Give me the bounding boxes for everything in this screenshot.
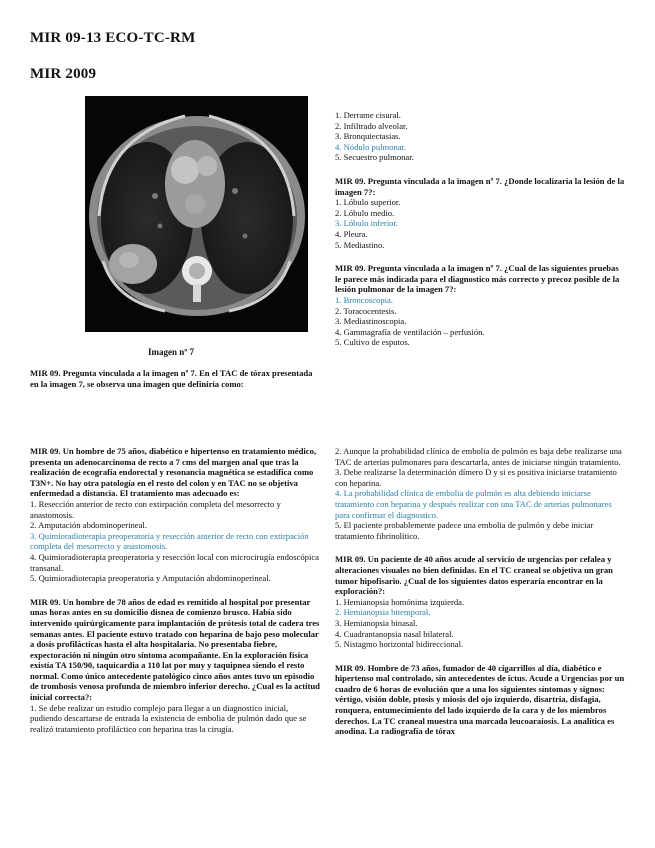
question-stem: MIR 09. Hombre de 73 años, fumador de 40 cigarrillos al día, diabético e hipertenso mal controlado, sin antecedentes de ictus. Acude a Urgencias por un cuadro de 6 horas de evolución que a una los siguientes síntomas y signos: vértigo, visión doble, ptosis y miosis del ojo izquierdo, disartria, disfagia, ronquera, entumecimiento del lado izquierdo de la cara y de los miembros derechos. La TC craneal muestra una marcada leucoaraiosis. La analítica es anodina. La radiografía de tórax bbox=[335, 662, 625, 737]
option-correct: 3. Lóbulo inferior. bbox=[335, 218, 399, 229]
question-stem: MIR 09. Un paciente de 40 años acude al servicio de urgencias por cefalea y alteraciones visuales no bien definidas. En el TC craneal se objetiva un gran tumor hipofisario. ¿Cual de los siguientes datos esperaría encontrar en la exploración?: bbox=[335, 554, 613, 597]
option: 5. Quimioradioterapia preoperatoria y Amputación abdominoperineal. bbox=[30, 573, 271, 584]
option-correct: 4. Nódulo pulmonar. bbox=[335, 141, 407, 152]
right-column-top bbox=[335, 110, 625, 348]
option: 1. Resección anterior de recto con extirpación completa del mesorrecto y anastomosis. bbox=[30, 498, 281, 520]
option: 3. Hemianopsia binasal. bbox=[335, 617, 418, 628]
option-correct: 2. Hemianopsia bitemporal. bbox=[335, 607, 431, 618]
right-column-bottom bbox=[335, 446, 627, 737]
image-caption: Imagen nº 7 bbox=[148, 347, 194, 357]
ct-scan-drawing bbox=[85, 96, 308, 332]
option: 2. Infiltrado alveolar. bbox=[335, 120, 408, 131]
option: 2. Toracocentesis. bbox=[335, 305, 397, 316]
page-header-subtitle: MIR 2009 bbox=[30, 66, 97, 82]
option: 5. Cultivo de esputos. bbox=[335, 337, 410, 348]
option-correct: 4. La probabilidad clínica de embolia de pulmón es alta debiendo iniciarse tratamiento con heparina y después realizar con una TAC de arterias pulmonares para confirmar el diagnostico. bbox=[335, 488, 612, 520]
question-stem: MIR 09. Pregunta vinculada a la imagen nº 7. ¿Donde localizaría la lesión de la imagen 7?: bbox=[335, 175, 625, 197]
option: 5. El paciente probablemente padece una embolia de pulmón y debe iniciar tratamiento fibrinolítico. bbox=[335, 520, 594, 541]
option: 4. Gammagrafía de ventilación – perfusión. bbox=[335, 326, 485, 337]
page-header-title: MIR 09-13 ECO-TC-RM bbox=[30, 30, 196, 46]
option: 1. Hemianopsia homónima izquierda. bbox=[335, 596, 465, 607]
option: 1. Se debe realizar un estudio complejo para llegar a un diagnostico inicial, pudiendo descartarse de entrada la existencia de embolia de pulmón dado que se realizó tratamiento profiláctico con heparina tras la cirugía. bbox=[30, 702, 307, 734]
option: 3. Debe realizarse la determinación dímero D y si es positiva iniciarse tratamiento con heparina. bbox=[335, 467, 617, 488]
option: 3. Mediastinoscopia. bbox=[335, 316, 407, 327]
option: 5. Secuestro pulmonar. bbox=[335, 152, 414, 163]
option: 2. Aunque la probabilidad clínica de embolia de pulmón es baja debe realizarse una TAC de arterias pulmonares para descartarla, antes de iniciarse ningún tratamiento. bbox=[335, 446, 622, 467]
question-block-q0-stem bbox=[30, 368, 320, 389]
question-stem: MIR 09. Pregunta vinculada a la imagen nº 7. En el TAC de tórax presentada en la imagen 7, se observa una imagen que definiría como: bbox=[30, 368, 313, 389]
option: 4. Cuadrantanopsia nasal bilateral. bbox=[335, 628, 454, 639]
option: 4. Quimioradioterapia preoperatoria y resección local con microcirugía endoscópica transanal. bbox=[30, 551, 319, 573]
option: 2. Lóbulo medio. bbox=[335, 207, 395, 218]
question-stem: MIR 09. Un hombre de 78 años de edad es remitido al hospital por presentar unas horas antes en su domicilio disnea de comienzo brusco. Había sido intervenido quirúrgicamente para implantación de prótesis total de cadera tres semanas antes. El paciente estuvo tratado con heparina de bajo peso molecular a dosis profilácticas hasta el alta hospitalaria. No presentaba fiebre, expectoración ni ningún otro síntoma acompañante. En la exploración física existía TA 150/90, taquicardia a 110 lat por muy y taquipnea siendo el resto normal. Como único antecedente patológico cinco años antes tuvo un episodio de trombosis venosa profunda de miembro inferior derecho. ¿Cual es la actitud inicial correcta?: bbox=[30, 596, 320, 703]
option: 1. Derrame cisural. bbox=[335, 110, 401, 120]
option: 5. Nistagmo horizontal bidireccional. bbox=[335, 639, 464, 650]
option-correct: 3. Quimioradioterapia preoperatoria y resección anterior de recto con extirpación completa del mesorrecto y anastomosis. bbox=[30, 530, 309, 552]
option: 4. Pleura. bbox=[335, 228, 368, 239]
option: 3. Bronquiectasias. bbox=[335, 131, 401, 142]
left-column-bottom bbox=[30, 446, 322, 734]
question-stem: MIR 09. Pregunta vinculada a la imagen nº 7. ¿Cual de las siguientes pruebas le parece más indicada para el diagnostico más correcto y precoz posible de la lesión pulmonar de la imagen 7?: bbox=[335, 263, 620, 295]
question-stem: MIR 09. Un hombre de 75 años, diabético e hipertenso en tratamiento médico, presenta un adenocarcinoma de recto a 7 cms del margen anal que tras la realización de ecografía endorectal y resonancia magnética se estadifica como T3N+. No hay otra patología en el resto del colon y en TAC no se objetiva enfermedad a distancia. El tratamiento mas adecuado es: bbox=[30, 446, 317, 499]
option: 5. Mediastino. bbox=[335, 239, 385, 250]
option: 2. Amputación abdominoperineal. bbox=[30, 520, 147, 531]
option-correct: 1. Broncoscopia. bbox=[335, 294, 393, 305]
option: 1. Lóbulo superior. bbox=[335, 197, 401, 208]
ct-thorax-image bbox=[85, 96, 308, 332]
